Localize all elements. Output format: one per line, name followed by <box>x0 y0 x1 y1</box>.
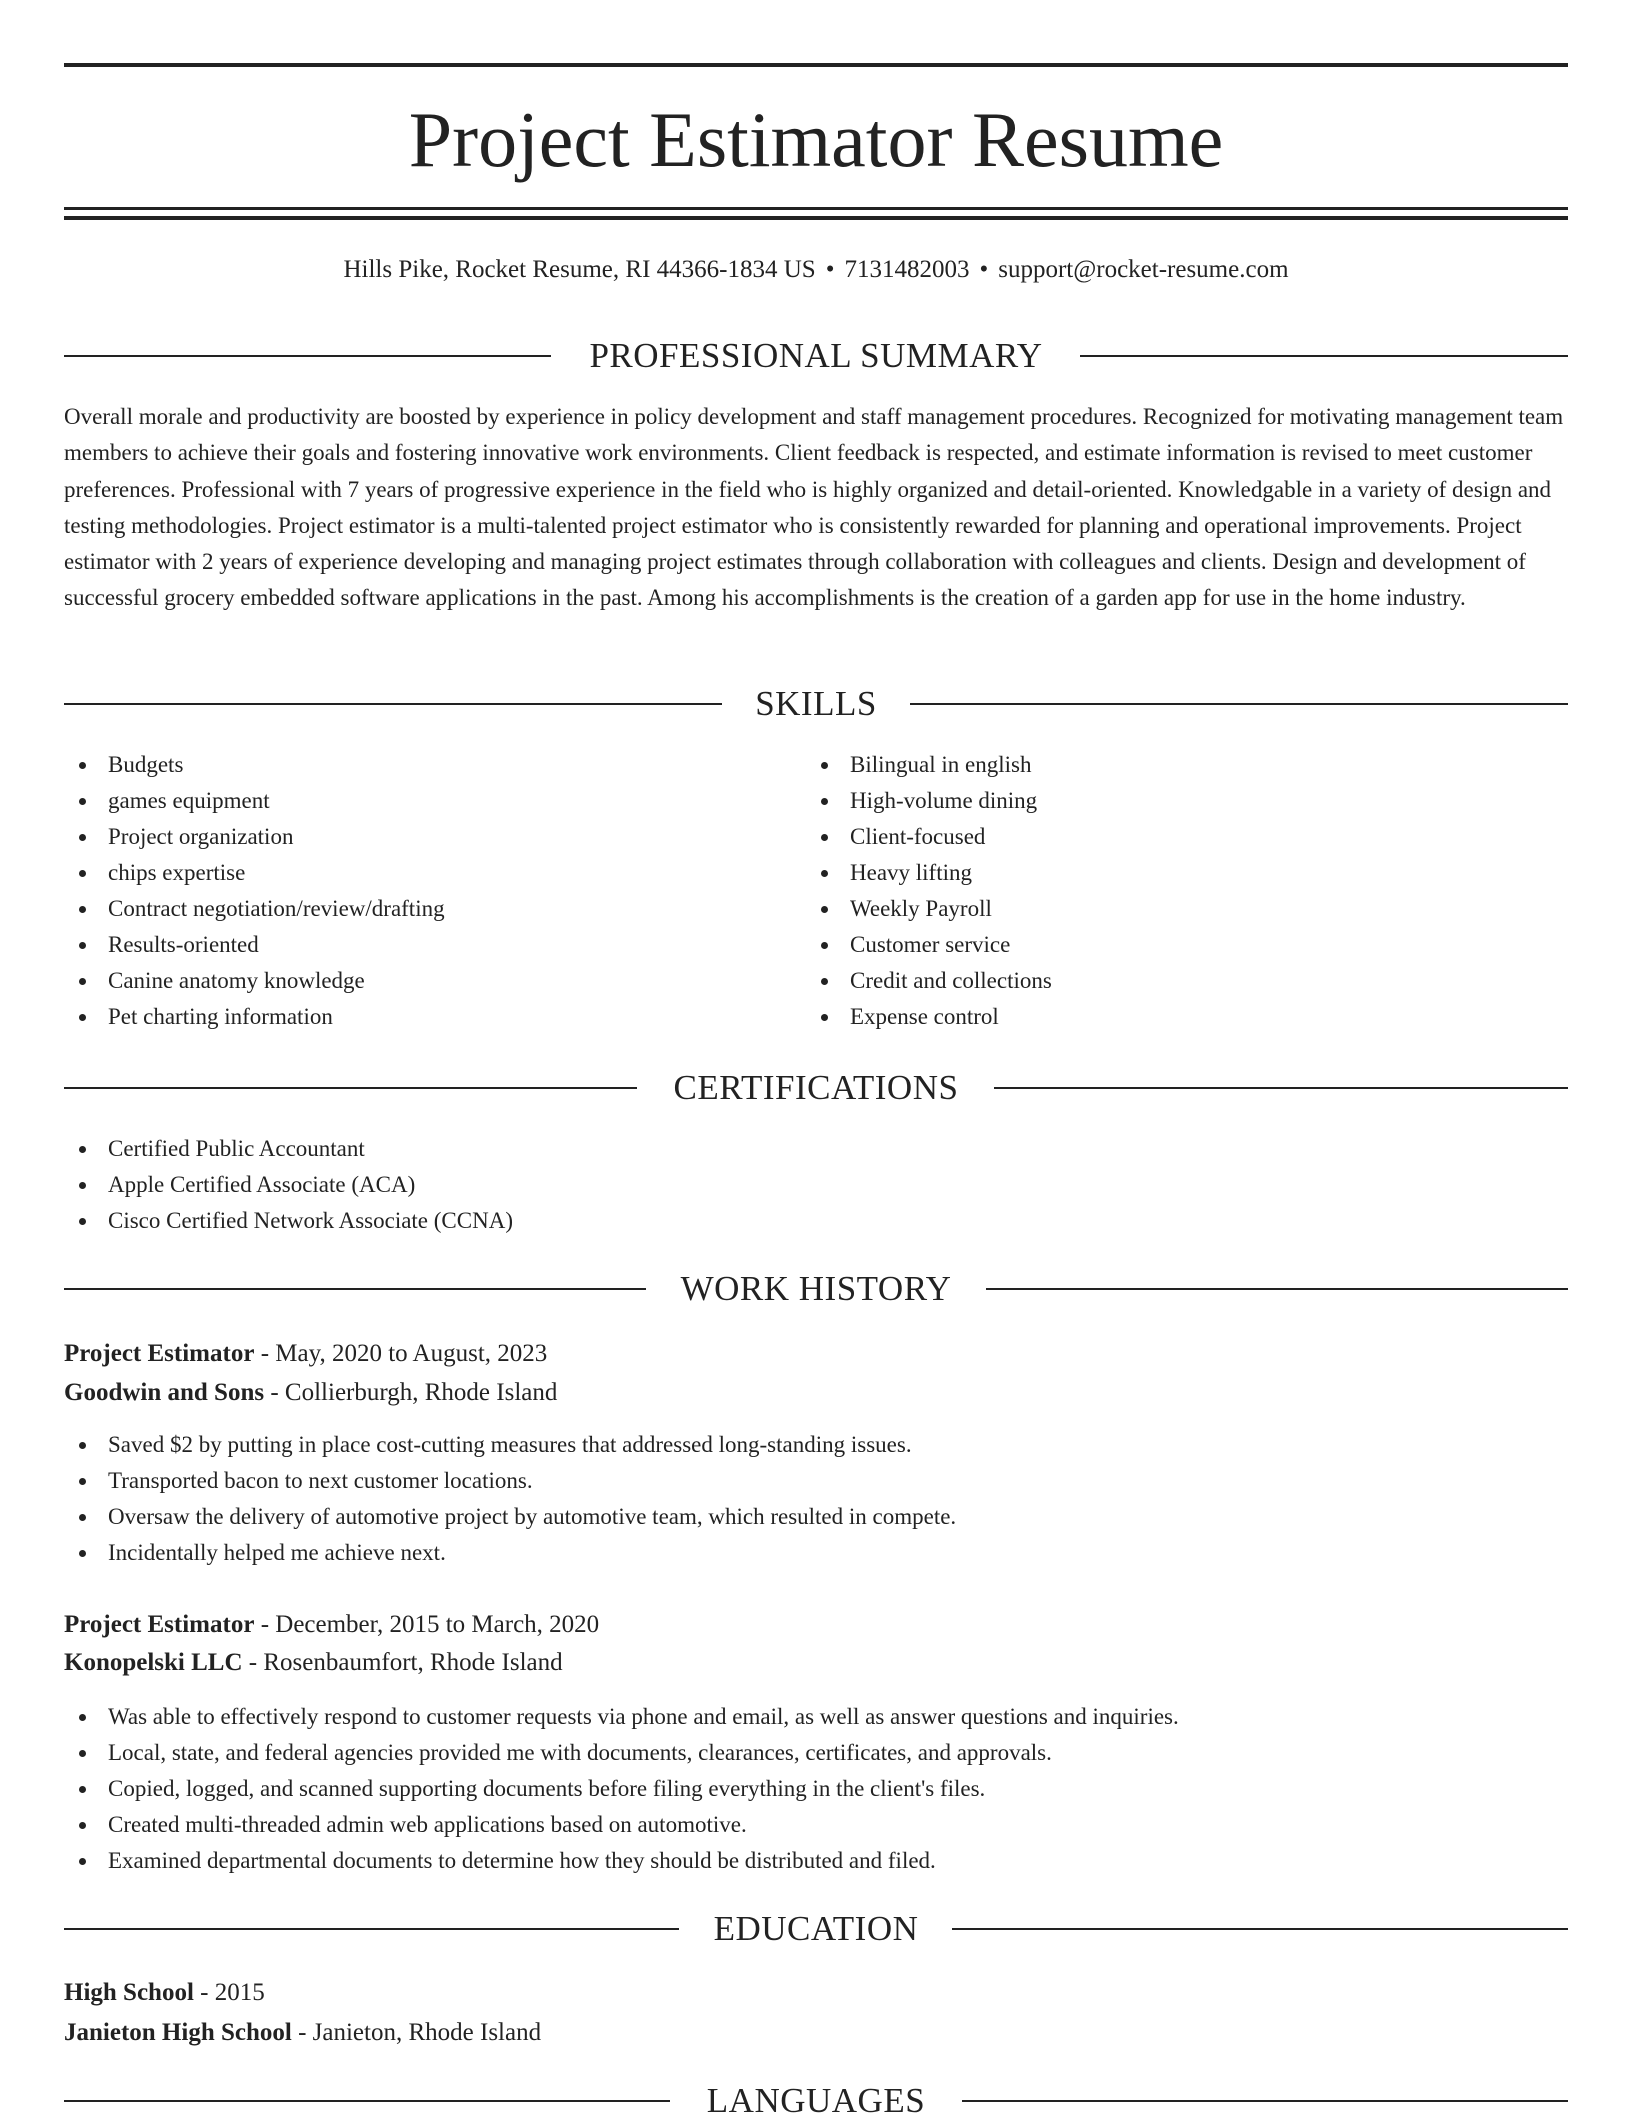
skill-item: Budgets <box>64 747 804 783</box>
resume-title: Project Estimator Resume <box>408 96 1224 183</box>
education-degree-line <box>64 1975 265 2011</box>
job-company: Konopelski LLC <box>64 1649 243 1676</box>
section-title: PROFESSIONAL SUMMARY <box>559 336 1072 375</box>
job-duty-item: Created multi-threaded admin web applications based on automotive. <box>64 1807 1568 1843</box>
section-title: EDUCATION <box>684 1909 949 1948</box>
skill-item: Contract negotiation/review/drafting <box>64 891 804 927</box>
section-header-certifications <box>64 1066 1568 1110</box>
section-header-languages <box>64 2079 1568 2123</box>
skill-item: Credit and collections <box>806 963 1546 999</box>
job-duty-item: Transported bacon to next customer locations. <box>64 1463 1568 1499</box>
skill-item: games equipment <box>64 783 804 819</box>
skill-item: Customer service <box>806 927 1546 963</box>
top-rule <box>64 63 1568 67</box>
skills-list-right <box>806 747 1546 1035</box>
job-company: Goodwin and Sons <box>64 1379 265 1406</box>
certifications-list <box>64 1131 1568 1239</box>
job-title-line <box>64 1336 547 1372</box>
education-year: - 2015 <box>193 1979 265 2006</box>
job-duty-item: Local, state, and federal agencies provided me with documents, clearances, certificates, and approvals. <box>64 1735 1568 1771</box>
job-company-line <box>64 1375 557 1411</box>
section-title: WORK HISTORY <box>651 1269 982 1308</box>
job-company-line <box>64 1645 563 1681</box>
job-title: Project Estimator <box>64 1340 255 1367</box>
job-duty-item: Incidentally helped me achieve next. <box>64 1535 1568 1571</box>
contact-separator: • <box>825 256 835 283</box>
skills-list-left <box>64 747 804 1035</box>
contact-separator: • <box>979 256 989 283</box>
skill-item: Expense control <box>806 999 1546 1035</box>
job-duty-item: Oversaw the delivery of automotive project by automotive team, which resulted in compete. <box>64 1499 1568 1535</box>
job-duty-item: Saved $2 by putting in place cost-cutting measures that addressed long-standing issues. <box>64 1427 1568 1463</box>
job-location: - Rosenbaumfort, Rhode Island <box>242 1649 563 1676</box>
job-duties-list <box>64 1427 1568 1571</box>
job-location: - Collierburgh, Rhode Island <box>264 1379 558 1406</box>
job-dates: - December, 2015 to March, 2020 <box>254 1611 600 1638</box>
skill-item: Pet charting information <box>64 999 804 1035</box>
certification-item: Certified Public Accountant <box>64 1131 1568 1167</box>
section-title: SKILLS <box>725 684 907 723</box>
section-header-education <box>64 1907 1568 1951</box>
job-title: Project Estimator <box>64 1611 255 1638</box>
skill-item: Canine anatomy knowledge <box>64 963 804 999</box>
contact-address: Hills Pike, Rocket Resume, RI 44366-1834 US <box>343 256 816 283</box>
skill-item: Project organization <box>64 819 804 855</box>
section-header-work-history <box>64 1267 1568 1311</box>
certification-item: Apple Certified Associate (ACA) <box>64 1167 1568 1203</box>
job-title-line <box>64 1607 599 1643</box>
contact-phone: 7131482003 <box>844 256 970 283</box>
education-degree: High School <box>64 1979 194 2006</box>
skill-item: Heavy lifting <box>806 855 1546 891</box>
skill-item: High-volume dining <box>806 783 1546 819</box>
skill-item: Results-oriented <box>64 927 804 963</box>
section-title: CERTIFICATIONS <box>644 1068 989 1107</box>
skill-item: Client-focused <box>806 819 1546 855</box>
job-duty-item: Copied, logged, and scanned supporting documents before filing everything in the client's files. <box>64 1771 1568 1807</box>
section-header-summary <box>64 334 1568 378</box>
education-school: Janieton High School <box>64 2019 292 2046</box>
section-header-skills <box>64 682 1568 726</box>
contact-line <box>64 252 1568 288</box>
summary-paragraph: Overall morale and productivity are boosted by experience in policy development and staff management procedures. Recognized for motivating management team members to achieve their goals and fostering innovative work environments. Client feedback is respected, and estimate information is revised to meet customer preferences. Professional with 7 years of progressive experience in the field who is highly organized and detail-oriented. Knowledgable in a variety of design and testing methodologies. Project estimator is a multi-talented project estimator who is consistently rewarded for planning and operational improvements. Project estimator with 2 years of experience developing and managing project estimates through collaboration with colleagues and clients. Design and development of successful grocery embedded software applications in the past. Among his accomplishments is the creation of a garden app for use in the home industry. <box>64 404 1564 611</box>
job-dates: - May, 2020 to August, 2023 <box>254 1340 548 1367</box>
certification-item: Cisco Certified Network Associate (CCNA) <box>64 1203 1568 1239</box>
title-rule-upper <box>64 207 1568 210</box>
education-location: - Janieton, Rhode Island <box>291 2019 542 2046</box>
skill-item: chips expertise <box>64 855 804 891</box>
title-rule-lower <box>64 216 1568 220</box>
section-title: LANGUAGES <box>677 2081 955 2120</box>
job-duties-list <box>64 1699 1568 1879</box>
education-school-line <box>64 2015 541 2051</box>
contact-email: support@rocket-resume.com <box>998 256 1289 283</box>
skill-item: Weekly Payroll <box>806 891 1546 927</box>
job-duty-item: Examined departmental documents to determine how they should be distributed and filed. <box>64 1843 1568 1879</box>
skill-item: Bilingual in english <box>806 747 1546 783</box>
job-duty-item: Was able to effectively respond to customer requests via phone and email, as well as answer questions and inquiries. <box>64 1699 1568 1735</box>
